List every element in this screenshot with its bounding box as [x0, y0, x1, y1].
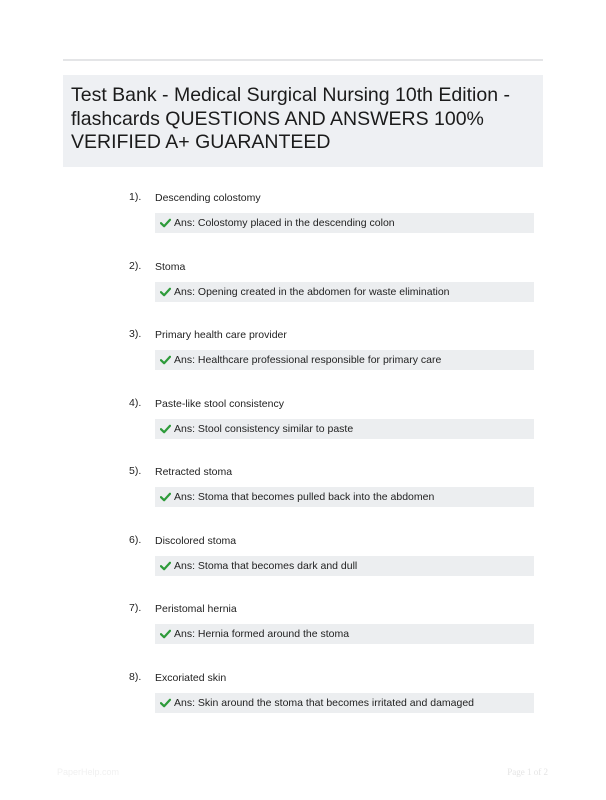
list-item [0, 464, 606, 524]
page-number: Page 1 of 2 [507, 767, 548, 777]
question-text: Excoriated skin [155, 672, 227, 684]
answer-text: Ans: Hernia formed around the stoma [174, 628, 350, 640]
answer-text: Ans: Stoma that becomes pulled back into the abdomen [174, 491, 435, 503]
question-text: Retracted stoma [155, 466, 233, 478]
answer-box [155, 350, 534, 370]
list-item [0, 396, 606, 456]
answer-box [155, 213, 534, 233]
answer-text: Ans: Stool consistency similar to paste [174, 423, 354, 435]
question-text: Discolored stoma [155, 535, 237, 547]
answer-text: Ans: Healthcare professional responsible for primary care [174, 354, 442, 366]
list-item [0, 601, 606, 661]
question-number: 2). [129, 260, 142, 272]
check-icon [160, 287, 171, 297]
question-text: Primary health care provider [155, 329, 287, 341]
list-item [0, 327, 606, 387]
question-number: 7). [129, 602, 142, 614]
check-icon [160, 218, 171, 228]
question-text: Descending colostomy [155, 192, 261, 204]
list-item [0, 533, 606, 593]
answer-box [155, 282, 534, 302]
question-text: Stoma [155, 261, 186, 273]
check-icon [160, 561, 171, 571]
question-number: 3). [129, 328, 142, 340]
list-item [0, 190, 606, 250]
footer-site-watermark: PaperHelp.com [57, 767, 120, 777]
header-divider [63, 59, 543, 61]
answer-box [155, 419, 534, 439]
title-banner [63, 75, 543, 167]
answer-box [155, 487, 534, 507]
check-icon [160, 629, 171, 639]
list-item [0, 670, 606, 730]
page-title: Test Bank - Medical Surgical Nursing 10th Edition - flashcards QUESTIONS AND ANSWERS 100% VERIFIED A+ GUARANTEED [71, 84, 510, 153]
check-icon [160, 698, 171, 708]
check-icon [160, 424, 171, 434]
question-text: Paste-like stool consistency [155, 398, 284, 410]
question-text: Peristomal hernia [155, 603, 237, 615]
answer-text: Ans: Opening created in the abdomen for waste elimination [174, 286, 450, 298]
question-number: 4). [129, 397, 142, 409]
question-number: 5). [129, 465, 142, 477]
answer-box [155, 624, 534, 644]
list-item [0, 259, 606, 319]
check-icon [160, 492, 171, 502]
answer-box [155, 693, 534, 713]
question-number: 6). [129, 534, 142, 546]
check-icon [160, 355, 171, 365]
answer-text: Ans: Colostomy placed in the descending colon [174, 217, 395, 229]
question-number: 1). [129, 191, 142, 203]
answer-box [155, 556, 534, 576]
answer-text: Ans: Stoma that becomes dark and dull [174, 560, 358, 572]
question-number: 8). [129, 671, 142, 683]
answer-text: Ans: Skin around the stoma that becomes irritated and damaged [174, 697, 475, 709]
